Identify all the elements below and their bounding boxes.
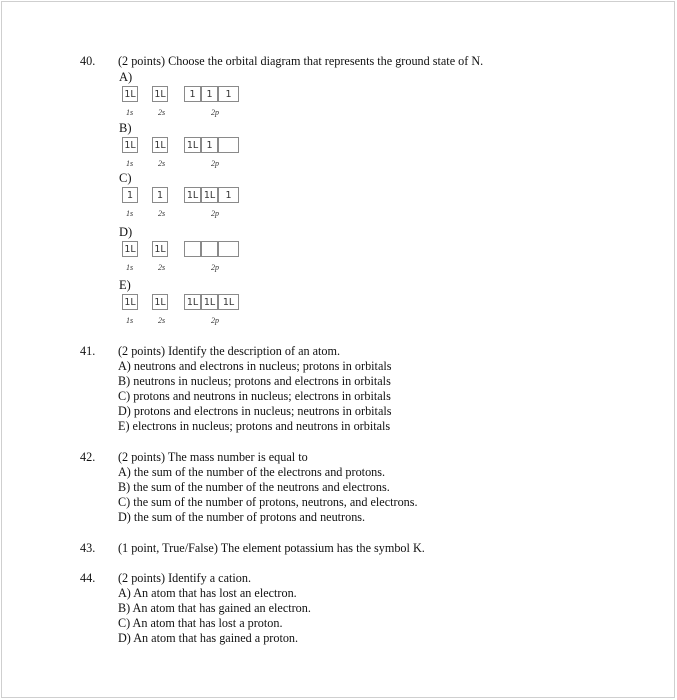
question-number: 44. [80,571,96,585]
orbital-1s-box: 1L [122,241,138,257]
orbital-diagram [122,137,262,173]
answer-choice[interactable]: C) An atom that has lost a proton. [118,616,283,630]
option-label[interactable]: E) [119,278,131,292]
question-number: 42. [80,450,96,464]
orbital-2p-box: 1 [218,86,239,102]
orbital-sublabel: 2p [211,316,219,325]
option-label[interactable]: C) [119,171,132,185]
orbital-sublabel: 2s [158,263,166,272]
question-number: 43. [80,541,96,555]
answer-choice[interactable]: D) An atom that has gained a proton. [118,631,299,645]
orbital-sublabel: 2p [211,159,219,168]
question-prompt: (2 points) Choose the orbital diagram that represents the ground state of N. [118,54,484,68]
question-prompt: (2 points) The mass number is equal to [118,450,308,464]
question-number: 40. [80,54,96,68]
answer-choice[interactable]: B) neutrons in nucleus; protons and electrons in orbitals [118,374,391,388]
orbital-1s-box: 1L [122,86,138,102]
answer-choice[interactable]: C) the sum of the number of protons, neutrons, and electrons. [118,495,418,509]
orbital-1s-box: 1L [122,294,138,310]
orbital-2p-box: 1 [184,86,201,102]
orbital-2p-box [184,241,201,257]
orbital-2p-box: 1L [201,187,218,203]
orbital-diagram [122,187,262,223]
answer-choice[interactable]: A) neutrons and electrons in nucleus; protons in orbitals [118,359,392,373]
orbital-2p-box [218,241,239,257]
question-prompt: (2 points) Identify a cation. [118,571,252,585]
orbital-2p-box: 1 [201,137,218,153]
orbital-2s-box: 1L [152,86,168,102]
orbital-2p-box [201,241,218,257]
orbital-sublabel: 1s [126,209,134,218]
orbital-2p-box: 1L [218,294,239,310]
answer-choice[interactable]: D) the sum of the number of protons and neutrons. [118,510,366,524]
orbital-sublabel: 1s [126,263,134,272]
orbital-sublabel: 2s [158,209,166,218]
answer-choice[interactable]: E) electrons in nucleus; protons and neutrons in orbitals [118,419,391,433]
question-prompt: (2 points) Identify the description of an atom. [118,344,341,358]
orbital-sublabel: 2s [158,159,166,168]
orbital-sublabel: 1s [126,159,134,168]
orbital-sublabel: 2p [211,209,219,218]
orbital-2p-box: 1L [184,187,201,203]
orbital-2s-box: 1L [152,137,168,153]
answer-choice[interactable]: D) protons and electrons in nucleus; neutrons in orbitals [118,404,392,418]
orbital-sublabel: 1s [126,108,134,117]
orbital-2p-box: 1L [201,294,218,310]
orbital-sublabel: 2p [211,263,219,272]
orbital-diagram [122,241,262,277]
option-label[interactable]: A) [119,70,133,84]
answer-choice[interactable]: A) An atom that has lost an electron. [118,586,297,600]
orbital-1s-box: 1 [122,187,138,203]
orbital-sublabel: 2p [211,108,219,117]
orbital-2p-box: 1 [201,86,218,102]
answer-choice[interactable]: B) An atom that has gained an electron. [118,601,311,615]
orbital-2s-box: 1 [152,187,168,203]
orbital-2s-box: 1L [152,294,168,310]
question-number: 41. [80,344,96,358]
answer-choice[interactable]: C) protons and neutrons in nucleus; electrons in orbitals [118,389,391,403]
orbital-2p-box [218,137,239,153]
orbital-sublabel: 2s [158,108,166,117]
orbital-diagram [122,294,262,330]
orbital-2s-box: 1L [152,241,168,257]
option-label[interactable]: D) [119,225,133,239]
question-prompt: (1 point, True/False) The element potassium has the symbol K. [118,541,425,555]
orbital-1s-box: 1L [122,137,138,153]
orbital-2p-box: 1L [184,294,201,310]
answer-choice[interactable]: B) the sum of the number of the neutrons and electrons. [118,480,390,494]
orbital-sublabel: 2s [158,316,166,325]
orbital-sublabel: 1s [126,316,134,325]
orbital-2p-box: 1 [218,187,239,203]
option-label[interactable]: B) [119,121,132,135]
answer-choice[interactable]: A) the sum of the number of the electrons and protons. [118,465,386,479]
orbital-2p-box: 1L [184,137,201,153]
orbital-diagram [122,86,262,122]
